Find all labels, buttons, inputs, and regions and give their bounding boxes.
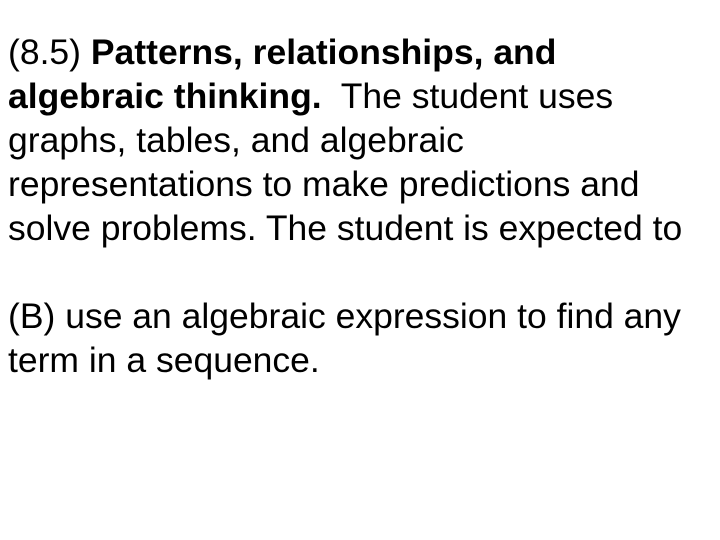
expectation-paragraph xyxy=(8,294,712,382)
standard-number: (8.5) xyxy=(8,32,81,72)
expectation-letter: (B) xyxy=(8,296,56,336)
expectation-text: use an algebraic expression to find any term in a sequence. xyxy=(8,296,681,380)
standard-heading: Patterns, relationships, and algebraic thinking. xyxy=(8,32,557,116)
standard-description: The student uses graphs, tables, and algebraic representations to make predictions and solve problems. The student is expected to xyxy=(8,76,683,248)
standard-paragraph xyxy=(8,30,712,250)
